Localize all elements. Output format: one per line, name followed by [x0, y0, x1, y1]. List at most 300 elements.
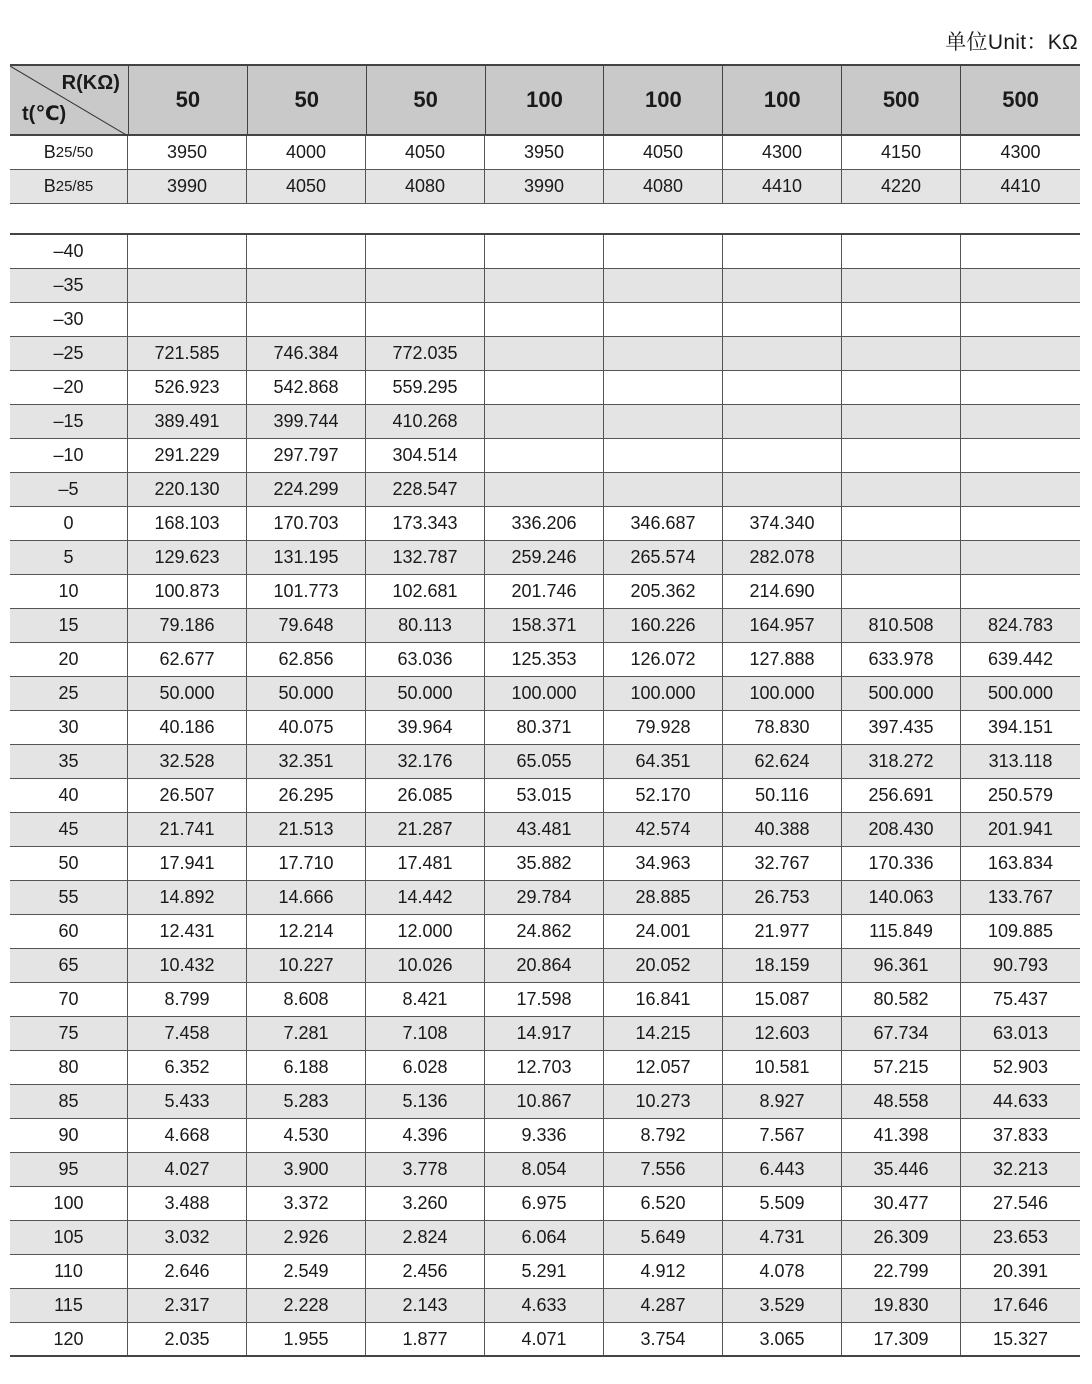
resistance-cell: 810.508: [842, 609, 961, 642]
resistance-cell: 17.646: [992, 1295, 1049, 1315]
resistance-cell: 20.864: [485, 949, 604, 982]
resistance-cell: [128, 235, 247, 268]
resistance-cell: 131.195: [247, 541, 366, 574]
resistance-cell: 53.015: [485, 779, 604, 812]
resistance-cell: 79.648: [247, 609, 366, 642]
table-row: [10, 881, 1080, 915]
resistance-cell: 20.391: [992, 1261, 1049, 1281]
resistance-cell: 17.941: [128, 847, 247, 880]
resistance-cell: 173.343: [366, 507, 485, 540]
resistance-cell: 63.013: [992, 1023, 1049, 1043]
resistance-cell: 3.065: [723, 1323, 842, 1355]
temperature-cell: 30: [10, 711, 128, 744]
b-value-cell: 4050: [366, 136, 485, 169]
resistance-cell: [366, 303, 485, 336]
resistance-cell: [961, 371, 1080, 404]
resistance-cell: 43.481: [485, 813, 604, 846]
resistance-cell: 3.372: [247, 1187, 366, 1220]
b-label-cell: [10, 136, 128, 169]
resistance-cell: 214.690: [723, 575, 842, 608]
temperature-cell: 35: [10, 745, 128, 778]
resistance-cell: 500.000: [842, 677, 961, 710]
resistance-cell: 40.388: [723, 813, 842, 846]
resistance-cell: [961, 575, 1080, 608]
resistance-cell: [247, 303, 366, 336]
resistance-cell: 2.228: [247, 1289, 366, 1322]
b-value-cell: 4000: [247, 136, 366, 169]
table-row: [10, 1119, 1080, 1153]
resistance-cell: 397.435: [842, 711, 961, 744]
resistance-cell: 201.941: [987, 819, 1054, 839]
resistance-cell: 26.309: [842, 1221, 961, 1254]
resistance-cell: 17.309: [842, 1323, 961, 1355]
resistance-cell: 5.433: [128, 1085, 247, 1118]
resistance-cell: 374.340: [723, 507, 842, 540]
resistance-cell: 824.783: [987, 615, 1054, 635]
b-value-cell: 4410: [723, 170, 842, 203]
table-row: [10, 371, 1080, 405]
resistance-cell: 63.036: [366, 643, 485, 676]
resistance-cell: 39.964: [366, 711, 485, 744]
header-col: 100: [604, 66, 723, 134]
temperature-cell: 15: [10, 609, 128, 642]
header-col: 500: [1002, 87, 1039, 112]
resistance-cell: [842, 405, 961, 438]
temperature-cell: 20: [10, 643, 128, 676]
resistance-cell: 67.734: [842, 1017, 961, 1050]
resistance-cell: 52.903: [992, 1057, 1049, 1077]
resistance-cell: [961, 269, 1080, 302]
resistance-cell: 14.215: [604, 1017, 723, 1050]
b-value-cell: 3990: [128, 170, 247, 203]
resistance-cell: 3.754: [604, 1323, 723, 1355]
b-value-cell: 4300: [723, 136, 842, 169]
b-value-cell: 4050: [247, 170, 366, 203]
resistance-cell: 79.928: [604, 711, 723, 744]
resistance-cell: 19.830: [842, 1289, 961, 1322]
temperature-cell: 0: [10, 507, 128, 540]
table-row: [10, 643, 1080, 677]
resistance-cell: [485, 303, 604, 336]
resistance-cell: 127.888: [723, 643, 842, 676]
b-label-sub: 25/50: [55, 144, 94, 161]
resistance-cell: 15.327: [992, 1328, 1049, 1349]
resistance-cell: [723, 371, 842, 404]
resistance-cell: 14.892: [128, 881, 247, 914]
resistance-cell: 62.677: [128, 643, 247, 676]
temperature-cell: 75: [10, 1017, 128, 1050]
table-row: [10, 541, 1080, 575]
header-col: 50: [248, 66, 367, 134]
resistance-cell: 22.799: [842, 1255, 961, 1288]
resistance-cell: 2.549: [247, 1255, 366, 1288]
resistance-cell: [485, 371, 604, 404]
resistance-cell: 410.268: [366, 405, 485, 438]
temperature-cell: 110: [10, 1255, 128, 1288]
resistance-cell: 291.229: [128, 439, 247, 472]
resistance-cell: 32.213: [992, 1159, 1049, 1179]
resistance-cell: 42.574: [604, 813, 723, 846]
temperature-cell: –15: [10, 405, 128, 438]
resistance-cell: 4.396: [366, 1119, 485, 1152]
temperature-header-label: t(℃): [22, 103, 67, 125]
resistance-cell: 32.351: [247, 745, 366, 778]
resistance-cell: [961, 337, 1080, 370]
table-row: [10, 779, 1080, 813]
resistance-cell: 633.978: [842, 643, 961, 676]
temperature-cell: 80: [10, 1051, 128, 1084]
table-row: [10, 575, 1080, 609]
resistance-cell: 205.362: [604, 575, 723, 608]
resistance-cell: 2.035: [128, 1323, 247, 1355]
resistance-cell: 50.116: [723, 779, 842, 812]
table-row: [10, 1187, 1080, 1221]
resistance-cell: 526.923: [128, 371, 247, 404]
resistance-cell: 41.398: [842, 1119, 961, 1152]
resistance-cell: 164.957: [723, 609, 842, 642]
header-col: 500: [842, 66, 961, 134]
resistance-cell: 313.118: [988, 751, 1053, 771]
temperature-cell: –30: [10, 303, 128, 336]
resistance-cell: [842, 473, 961, 506]
resistance-cell: 26.085: [366, 779, 485, 812]
temperature-cell: 90: [10, 1119, 128, 1152]
resistance-cell: [842, 269, 961, 302]
resistance-cell: 6.443: [723, 1153, 842, 1186]
resistance-cell: 10.273: [604, 1085, 723, 1118]
temperature-cell: –35: [10, 269, 128, 302]
resistance-cell: 90.793: [992, 955, 1049, 975]
resistance-cell: 14.442: [366, 881, 485, 914]
resistance-cell: 20.052: [604, 949, 723, 982]
resistance-cell: 28.885: [604, 881, 723, 914]
table-row: [10, 983, 1080, 1017]
temperature-cell: 10: [10, 575, 128, 608]
resistance-cell: [723, 473, 842, 506]
resistance-cell: 500.000: [987, 683, 1054, 703]
resistance-cell: 100.000: [604, 677, 723, 710]
temperature-cell: 40: [10, 779, 128, 812]
b-label: B: [43, 142, 56, 162]
resistance-cell: 265.574: [604, 541, 723, 574]
table-row: [10, 677, 1080, 711]
resistance-cell: 170.336: [842, 847, 961, 880]
table-row: [10, 949, 1080, 983]
resistance-cell: [366, 269, 485, 302]
b-value-cell: 4150: [842, 136, 961, 169]
temperature-cell: –10: [10, 439, 128, 472]
resistance-cell: 65.055: [485, 745, 604, 778]
resistance-cell: 64.351: [604, 745, 723, 778]
b-value-cell: 4220: [842, 170, 961, 203]
resistance-cell: [961, 235, 1080, 268]
header-col: 100: [723, 66, 842, 134]
resistance-cell: 4.027: [128, 1153, 247, 1186]
resistance-cell: 4.633: [485, 1289, 604, 1322]
b-label-sub: 25/85: [55, 178, 94, 195]
resistance-cell: 12.703: [485, 1051, 604, 1084]
resistance-cell: 12.603: [723, 1017, 842, 1050]
resistance-cell: 336.206: [485, 507, 604, 540]
resistance-cell: 140.063: [842, 881, 961, 914]
resistance-cell: 100.000: [723, 677, 842, 710]
resistance-cell: 44.633: [992, 1091, 1049, 1111]
resistance-cell: 26.753: [723, 881, 842, 914]
temperature-cell: 95: [10, 1153, 128, 1186]
resistance-cell: [485, 405, 604, 438]
resistance-cell: 346.687: [604, 507, 723, 540]
temperature-cell: 60: [10, 915, 128, 948]
b-value-cell: 4080: [366, 170, 485, 203]
resistance-cell: 170.703: [247, 507, 366, 540]
resistance-cell: 21.513: [247, 813, 366, 846]
resistance-cell: 6.188: [247, 1051, 366, 1084]
resistance-cell: 201.746: [485, 575, 604, 608]
table-row: [10, 1289, 1080, 1323]
resistance-cell: 40.186: [128, 711, 247, 744]
resistance-cell: 5.649: [604, 1221, 723, 1254]
resistance-cell: 32.767: [723, 847, 842, 880]
resistance-cell: 1.955: [247, 1323, 366, 1355]
table-row: [10, 235, 1080, 269]
resistance-cell: [723, 439, 842, 472]
resistance-cell: 228.547: [366, 473, 485, 506]
resistance-cell: 5.283: [247, 1085, 366, 1118]
resistance-temperature-table: [10, 233, 1080, 1357]
resistance-cell: 115.849: [842, 915, 961, 948]
resistance-cell: [961, 507, 1080, 540]
resistance-cell: 50.000: [128, 677, 247, 710]
resistance-cell: 14.917: [485, 1017, 604, 1050]
resistance-cell: [961, 439, 1080, 472]
resistance-cell: 100.000: [485, 677, 604, 710]
temperature-cell: 70: [10, 983, 128, 1016]
table-row: [10, 609, 1080, 643]
resistance-cell: [485, 473, 604, 506]
table-header: [10, 64, 1080, 136]
table-row: [10, 1153, 1080, 1187]
resistance-cell: 48.558: [842, 1085, 961, 1118]
resistance-cell: [485, 269, 604, 302]
resistance-cell: 4.078: [723, 1255, 842, 1288]
b-row: [10, 136, 1080, 170]
resistance-cell: 2.143: [366, 1289, 485, 1322]
resistance-cell: [961, 303, 1080, 336]
resistance-cell: [485, 235, 604, 268]
resistance-cell: [604, 405, 723, 438]
table-row: [10, 303, 1080, 337]
b-value-cell: 4050: [604, 136, 723, 169]
table-row: [10, 439, 1080, 473]
resistance-cell: 250.579: [987, 785, 1054, 805]
b-label: B: [43, 176, 56, 196]
resistance-cell: 6.064: [485, 1221, 604, 1254]
resistance-cell: 5.509: [723, 1187, 842, 1220]
resistance-cell: 304.514: [366, 439, 485, 472]
temperature-cell: 25: [10, 677, 128, 710]
resistance-cell: 7.281: [247, 1017, 366, 1050]
resistance-cell: 32.528: [128, 745, 247, 778]
temperature-cell: –20: [10, 371, 128, 404]
resistance-cell: 12.214: [247, 915, 366, 948]
resistance-cell: 24.001: [604, 915, 723, 948]
resistance-cell: 16.841: [604, 983, 723, 1016]
resistance-cell: [723, 337, 842, 370]
resistance-cell: 7.556: [604, 1153, 723, 1186]
resistance-cell: 7.567: [723, 1119, 842, 1152]
resistance-cell: 79.186: [128, 609, 247, 642]
resistance-cell: 29.784: [485, 881, 604, 914]
table-row: [10, 269, 1080, 303]
resistance-cell: 5.291: [485, 1255, 604, 1288]
resistance-cell: 4.731: [723, 1221, 842, 1254]
resistance-cell: 6.520: [604, 1187, 723, 1220]
resistance-cell: 6.028: [366, 1051, 485, 1084]
table-row: [10, 1051, 1080, 1085]
resistance-cell: 96.361: [842, 949, 961, 982]
resistance-cell: [485, 337, 604, 370]
resistance-cell: 132.787: [366, 541, 485, 574]
b-value-cell: 3950: [128, 136, 247, 169]
resistance-cell: 6.352: [128, 1051, 247, 1084]
b-value-cell: 4080: [604, 170, 723, 203]
resistance-cell: 772.035: [366, 337, 485, 370]
header-col: 50: [129, 66, 248, 134]
table-row: [10, 745, 1080, 779]
resistance-cell: 52.170: [604, 779, 723, 812]
resistance-cell: 639.442: [987, 649, 1054, 669]
resistance-cell: 109.885: [987, 921, 1054, 941]
resistance-cell: 2.317: [128, 1289, 247, 1322]
b-label-cell: [10, 170, 128, 203]
resistance-cell: 24.862: [485, 915, 604, 948]
resistance-cell: [723, 303, 842, 336]
resistance-cell: 12.000: [366, 915, 485, 948]
resistance-cell: [128, 269, 247, 302]
resistance-cell: 2.824: [366, 1221, 485, 1254]
resistance-cell: 35.882: [485, 847, 604, 880]
resistance-cell: 8.792: [604, 1119, 723, 1152]
table-row: [10, 813, 1080, 847]
resistance-cell: [723, 235, 842, 268]
temperature-cell: 45: [10, 813, 128, 846]
resistance-cell: [723, 269, 842, 302]
resistance-cell: 256.691: [842, 779, 961, 812]
table-row: [10, 847, 1080, 881]
resistance-cell: [604, 371, 723, 404]
resistance-cell: 133.767: [987, 887, 1054, 907]
resistance-cell: 14.666: [247, 881, 366, 914]
resistance-cell: [247, 235, 366, 268]
resistance-cell: 30.477: [842, 1187, 961, 1220]
temperature-cell: 50: [10, 847, 128, 880]
resistance-cell: 220.130: [128, 473, 247, 506]
resistance-cell: 21.977: [723, 915, 842, 948]
resistance-cell: 50.000: [247, 677, 366, 710]
resistance-cell: [842, 303, 961, 336]
resistance-cell: [366, 235, 485, 268]
resistance-cell: 10.227: [247, 949, 366, 982]
resistance-cell: 27.546: [992, 1193, 1049, 1213]
temperature-cell: 5: [10, 541, 128, 574]
b-value-cell: 3990: [485, 170, 604, 203]
resistance-cell: [842, 337, 961, 370]
temperature-cell: 85: [10, 1085, 128, 1118]
resistance-cell: 721.585: [128, 337, 247, 370]
resistance-cell: 126.072: [604, 643, 723, 676]
resistance-cell: 26.295: [247, 779, 366, 812]
temperature-cell: 120: [10, 1323, 128, 1355]
table-row: [10, 1255, 1080, 1289]
resistance-cell: 318.272: [842, 745, 961, 778]
table-row: [10, 711, 1080, 745]
resistance-cell: [842, 235, 961, 268]
temperature-cell: 115: [10, 1289, 128, 1322]
resistance-cell: 3.778: [366, 1153, 485, 1186]
resistance-cell: 80.371: [485, 711, 604, 744]
table-row: [10, 507, 1080, 541]
temperature-cell: –40: [10, 235, 128, 268]
resistance-cell: 62.856: [247, 643, 366, 676]
resistance-cell: 4.912: [604, 1255, 723, 1288]
resistance-cell: [485, 439, 604, 472]
resistance-cell: [842, 507, 961, 540]
resistance-cell: 50.000: [366, 677, 485, 710]
resistance-cell: 259.246: [485, 541, 604, 574]
resistance-cell: 7.108: [366, 1017, 485, 1050]
table-row: [10, 1221, 1080, 1255]
resistance-cell: 208.430: [842, 813, 961, 846]
resistance-cell: 26.507: [128, 779, 247, 812]
b-row: [10, 170, 1080, 204]
resistance-cell: 160.226: [604, 609, 723, 642]
resistance-cell: 10.026: [366, 949, 485, 982]
temperature-cell: –25: [10, 337, 128, 370]
b-value-cell: 4300: [1000, 142, 1041, 162]
table-row: [10, 915, 1080, 949]
temperature-cell: 105: [10, 1221, 128, 1254]
unit-label: 单位Unit：KΩ: [945, 31, 1078, 54]
resistance-cell: 10.867: [485, 1085, 604, 1118]
resistance-cell: 4.668: [128, 1119, 247, 1152]
table-row: [10, 1017, 1080, 1051]
temperature-cell: 100: [10, 1187, 128, 1220]
resistance-cell: [247, 269, 366, 302]
resistance-cell: 17.598: [485, 983, 604, 1016]
resistance-cell: [842, 371, 961, 404]
resistance-cell: 37.833: [992, 1125, 1049, 1145]
resistance-cell: [604, 303, 723, 336]
resistance-cell: 17.710: [247, 847, 366, 880]
b-value-cell: 4410: [1000, 176, 1041, 196]
resistance-cell: 389.491: [128, 405, 247, 438]
resistance-cell: 559.295: [366, 371, 485, 404]
b-value-table: [10, 136, 1080, 204]
resistance-cell: 4.287: [604, 1289, 723, 1322]
resistance-cell: [723, 405, 842, 438]
resistance-cell: 80.113: [366, 609, 485, 642]
resistance-cell: 17.481: [366, 847, 485, 880]
resistance-cell: 3.488: [128, 1187, 247, 1220]
resistance-cell: 168.103: [128, 507, 247, 540]
temperature-cell: 55: [10, 881, 128, 914]
resistance-cell: 129.623: [128, 541, 247, 574]
resistance-cell: [128, 303, 247, 336]
resistance-cell: 10.432: [128, 949, 247, 982]
resistance-cell: 21.741: [128, 813, 247, 846]
resistance-cell: 9.336: [485, 1119, 604, 1152]
resistance-cell: [604, 473, 723, 506]
